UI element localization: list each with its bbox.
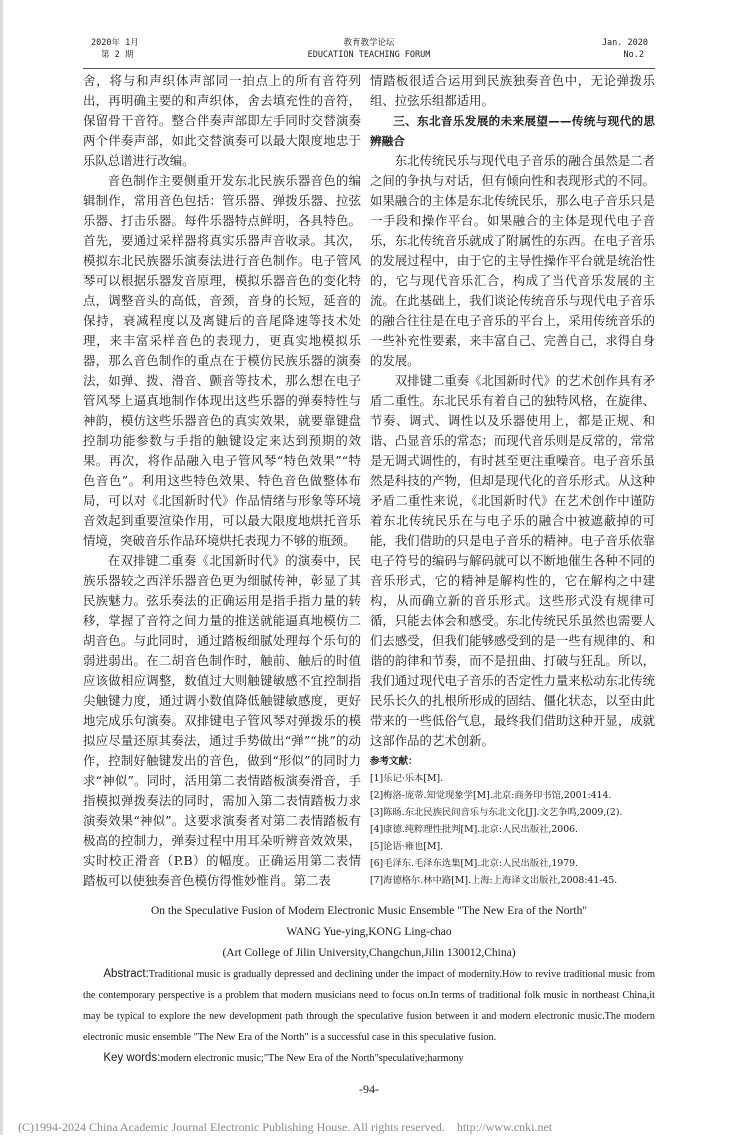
cnki-link[interactable]: http://www.cnki.net <box>456 1120 553 1134</box>
english-abstract <box>83 964 655 1048</box>
paragraph-continuation: 情踏板很适合运用到民族独奏音色中，无论弹拨乐组、拉弦乐组都适用。 <box>370 73 655 108</box>
left-column <box>83 71 361 891</box>
page-number: -94- <box>359 1082 379 1096</box>
header-issue-cn: 第 2 期 <box>101 50 134 60</box>
paragraph: 东北传统民乐与现代电子音乐的融合虽然是二者之间的争执与对话，但有倾向性和表现形式的不同。如果融合的主体是东北传统民乐，那么电子音乐只是一手段和操作平台。如果融合的主体是现代电子音乐，东北传统音乐就成了附属性的东西。在电子音乐的发展过程中，由于它的主导性操作平台就是统治性的，它与现代音乐汇合，构成了当代音乐发展的主流。在此基础上，我们谈论传统音乐与现代电子音乐的融合往往是在电子音乐的平台上，采用传统音乐的一些补充性要素，来丰富自己、完善自己，求得自身的发展。 <box>370 153 655 368</box>
english-affiliation: (Art College of Jilin University,Changchun,Jilin 130012,China) <box>222 947 516 959</box>
reference-item: [2]梅洛-庞蒂.知觉现象学[M].北京:商务印书馆,2001:414. <box>370 790 612 801</box>
reference-item: [1]乐记·乐本[M]. <box>370 773 444 784</box>
copyright-footer <box>18 1119 737 1135</box>
header-right <box>602 37 648 61</box>
english-title: On the Speculative Fusion of Modern Electronic Music Ensemble "The New Era of the North" <box>150 905 588 917</box>
keywords-label: Key words: <box>103 1052 161 1064</box>
header-date-en: Jan. 2020 <box>601 38 648 48</box>
keywords-text: modern electronic music;"The New Era of the North"speculative;harmony <box>160 1053 464 1064</box>
english-authors: WANG Yue-ying,KONG Ling-chao <box>286 926 452 938</box>
references-heading: 参考文献： <box>370 756 418 767</box>
references-list <box>370 770 655 889</box>
paragraph: 舍，将与和声织体声部同一拍点上的所有音符列出，再明确主要的和声织体，舍去填充性的音符，保留骨干音符。整合伴奏声部即左手同时交替演奏两个伴奏声部，如此交替演奏可以最大限度地忠于乐队总谱进行改编。 <box>83 73 361 168</box>
header-center <box>83 37 655 61</box>
english-keywords <box>83 1048 655 1069</box>
abstract-label: Abstract: <box>103 968 149 980</box>
header-rule <box>83 68 655 69</box>
paragraph: 双排键二重奏《北国新时代》的艺术创作具有矛盾二重性。东北民乐有着自己的独特风格，在旋律、节奏、调式、调性以及乐器使用上，都是正规、和谐、凸显音乐的常态；而现代音乐则是反常的，常常是无调式调性的，有时甚至更注重噪音。电子音乐虽然是科技的产物，但却是现代化的音乐形式。从这种矛盾二重性来说，《北国新时代》在艺术创作中谨防着东北传统民乐在与电子乐的融合中被遮蔽掉的可能，我们借助的只是电子音乐的精神。电子音乐依靠电子符号的编码与解码就可以不断地催生各种不同的音乐形式，它的精神是解构性的，它在解构之中建构，从而确立新的音乐形式。这些形式没有规律可循，只能去体会和感受。东北传统民乐虽然也需要人们去感受，但我们能够感受到的是一些有规律的、和谐的韵律和节奏，而不是扭曲、打破与狂乱。所以，我们通过现代电子音乐的否定性力量来松动东北传统民乐长久的扎根所形成的固结、僵化状态，以至由此带来的一些低俗气息，最终我们借助这种开显，成就这部作品的艺术创新。 <box>370 373 655 748</box>
right-column <box>370 71 655 889</box>
header-journal-cn: 教育教学论坛 <box>343 38 395 48</box>
section-heading: 三、东北音乐发展的未来展望——传统与现代的思辨融合 <box>370 114 655 148</box>
body-columns <box>83 71 655 891</box>
abstract-text: Traditional music is gradually depressed and declining under the impact of modernity.How to revive traditional music from the contemporary perspective is a problem that modern musicians need to focus on.In terms of traditional folk music in northeast China,it may be typical to explore the new development path through the speculative fusion between it and modern electronic music.The modern electronic music ensemble "The New Era of the North" is a successful case in this speculative fusion. <box>83 969 655 1043</box>
copyright-text: (C)1994-2024 China Academic Journal Electronic Publishing House. All rights reserved. <box>18 1120 445 1134</box>
header-journal-en: EDUCATION TEACHING FORUM <box>307 50 431 60</box>
header-date-cn: 2020年 1月 <box>91 38 139 48</box>
reference-item: [4]康德.纯粹理性批判[M].北京:人民出版社,2006. <box>370 824 579 835</box>
paragraph: 在双排键二重奏《北国新时代》的演奏中，民族乐器较之西洋乐器音色更为细腻传神，彰显了其民族魅力。弦乐奏法的正确运用是指手指力量的转移，掌握了音符之间力量的推送就能逼真地模仿二胡音色。与此同时，通过踏板细腻处理每个乐句的弱进弱出。在二胡音色制作时，触前、触后的时值应该做相应调整，数值过大则触键敏感不宜控制指尖触键力度，通过调小数值降低触键敏感度，更好地完成乐句演奏。双排键电子管风琴对弹拨乐的模拟应尽量还原其奏法，通过手势做出“弹”“挑”的动作，控制好触键发出的音色，做到“形似”的同时力求“神似”。同时，活用第二表情踏板演奏滑音，手指模拟弹拨奏法的同时，需加入第二表情踏板力求演奏效果“神似”。这要求演奏者对第二表情踏板有极高的控制力，弹奏过程中用耳朵听辨音效效果，实时校正滑音（P.B）的幅度。正确运用第二表情踏板可以使独奏音色模仿得惟妙惟肖。第二表 <box>83 553 361 888</box>
reference-item: [3]陈旸.东北民族民间音乐与东北文化[J].文艺争鸣,2009,(2). <box>370 807 623 818</box>
reference-item: [5]论语·雍也[M]. <box>370 841 444 852</box>
viewer-left-edge <box>0 0 3 1135</box>
paragraph: 音色制作主要侧重开发东北民族乐器音色的编辑制作，常用音色包括：管乐器、弹拨乐器、拉弦乐器、打击乐器。每件乐器特点鲜明，各具特色。首先，要通过采样器将真实乐器声音收录。其次，模拟东北民族器乐演奏法进行音色制作。电子管风琴可以根据乐器发音原理，模拟乐器音色的变化特点，调整音头的高低，音颈，音身的长短，延音的保持，衰减程度以及离键后的音尾降速等技术处理，来丰富采样音色的表现力，更真实地模拟乐器，那么音色制作的重点在于模仿民族乐器的演奏法，如弹、拨、滑音、颤音等技术，那么想在电子管风琴上逼真地制作体现出这些乐器的弹奏特性与神韵，模仿这些乐器音色的真实效果，就要靠键盘控制功能参数与手指的触键设定来达到预期的效果。再次，将作品融入电子管风琴“特色效果”“特色音色”。利用这些特色效果、特色音色做整体布局，可以对《北国新时代》作品情绪与形象等环境音效起到重要渲染作用，可以最大限度地烘托音乐情境，突破音乐作品环境烘托表现力不够的瓶颈。 <box>83 173 361 548</box>
running-header <box>83 37 655 68</box>
reference-item: [7]海德格尔.林中路[M].上海:上海译文出版社,2008:41-45. <box>370 875 618 886</box>
reference-item: [6]毛泽东.毛泽东选集[M].北京:人民出版社,1979. <box>370 858 579 869</box>
english-abstract-block <box>83 901 655 1069</box>
header-issue-en: No.2 <box>623 50 644 60</box>
